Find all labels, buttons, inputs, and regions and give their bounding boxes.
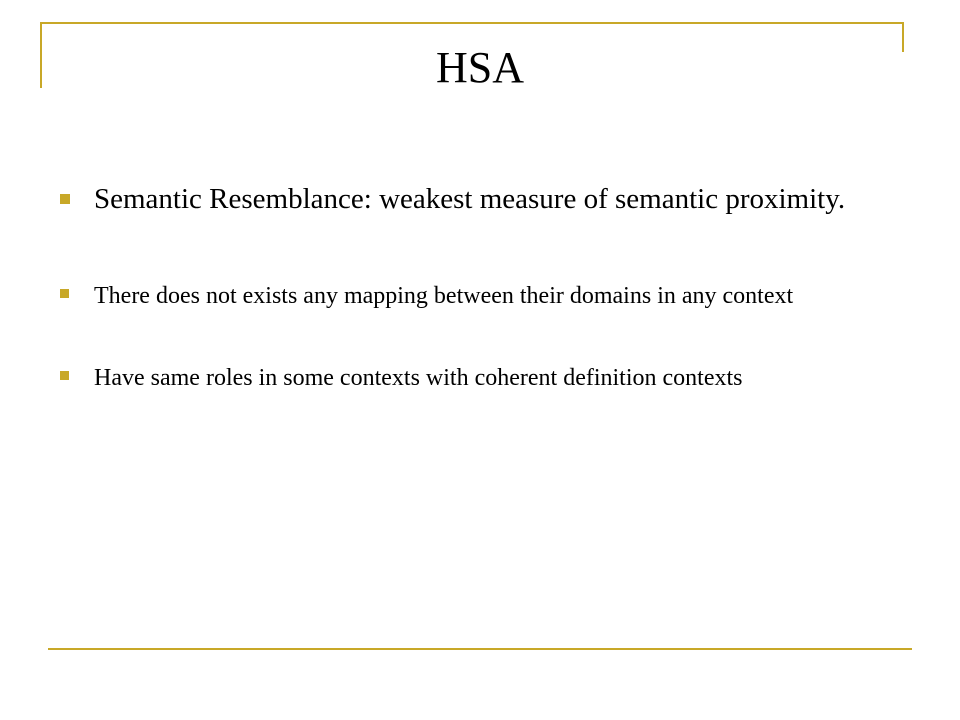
slide-title: HSA — [435, 43, 525, 92]
bullet-text: Semantic Resemblance: weakest measure of semantic proximity. — [94, 183, 846, 215]
bottom-border-line — [48, 648, 912, 650]
square-bullet-icon — [60, 371, 69, 380]
square-bullet-icon — [60, 194, 70, 204]
square-bullet-icon — [60, 289, 69, 298]
bullet-text: There does not exists any mapping between their domains in any context — [94, 283, 794, 309]
bullet-text: Have same roles in some contexts with coherent definition contexts — [94, 365, 743, 391]
top-border-line — [40, 22, 904, 24]
